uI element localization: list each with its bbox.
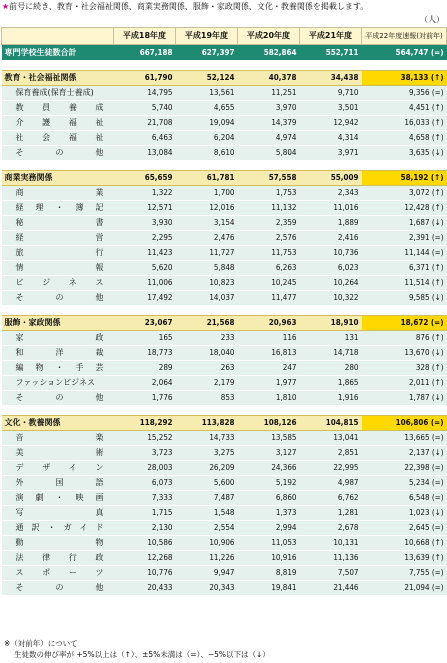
row-value: 2,645 (=) [362,521,447,536]
footnote [4,638,270,660]
row-value: 7,487 [176,491,238,506]
row-label: 経営 [2,231,114,246]
row-value: 11,727 [176,246,238,261]
row-value: 14,718 [300,346,362,361]
row-value: 1,373 [238,506,300,521]
row-value: 20,433 [114,581,176,596]
intro-note [2,2,368,12]
row-value: 1,810 [238,391,300,406]
row-value: 876 (↑) [362,331,447,346]
row-value: 3,154 [176,216,238,231]
row-value: 328 (↑) [362,361,447,376]
row-label: 経理・簿記 [2,201,114,216]
row-value: 16,813 [238,346,300,361]
category-value: 108,126 [238,416,300,431]
row-label: 旅行 [2,246,114,261]
row-value: 20,343 [176,581,238,596]
row-value: 2,011 (↑) [362,376,447,391]
row-value: 28,003 [114,461,176,476]
header-year: 平成21年度 [300,28,362,45]
row-value: 2,678 [300,521,362,536]
row-value: 12,268 [114,551,176,566]
row-value: 1,322 [114,186,176,201]
row-label: 動物 [2,536,114,551]
row-value: 4,987 [300,476,362,491]
row-value: 10,131 [300,536,362,551]
row-value: 10,322 [300,291,362,306]
row-value: 3,501 [300,101,362,116]
row-value: 12,016 [176,201,238,216]
row-value: 8,819 [238,566,300,581]
row-value: 131 [300,331,362,346]
row-value: 2,476 [176,231,238,246]
row-value: 9,585 (↓) [362,291,447,306]
header-year: 平成18年度 [114,28,176,45]
row-value: 1,889 [300,216,362,231]
row-label: 家政 [2,331,114,346]
row-label: 演劇・映画 [2,491,114,506]
row-value: 11,006 [114,276,176,291]
category-label: 教育・社会福祉関係 [2,71,114,86]
row-value: 14,037 [176,291,238,306]
row-value: 1,715 [114,506,176,521]
row-value: 9,356 (=) [362,86,447,101]
table-row [2,376,447,391]
row-label: その他 [2,146,114,161]
table-row [2,116,447,131]
row-value: 4,655 [176,101,238,116]
header-year: 平成20年度 [238,28,300,45]
row-value: 12,571 [114,201,176,216]
row-value: 5,848 [176,261,238,276]
row-value: 7,507 [300,566,362,581]
table-row [2,291,447,306]
row-value: 2,064 [114,376,176,391]
row-value: 15,252 [114,431,176,446]
row-value: 11,132 [238,201,300,216]
row-value: 3,971 [300,146,362,161]
row-value: 6,860 [238,491,300,506]
spacer-row [2,406,447,416]
category-row [2,416,447,431]
row-value: 4,314 [300,131,362,146]
row-value: 22,995 [300,461,362,476]
table-row [2,446,447,461]
row-value: 2,137 (↓) [362,446,447,461]
row-label: 写真 [2,506,114,521]
row-value: 10,245 [238,276,300,291]
spacer-row [2,161,447,171]
row-value: 11,226 [176,551,238,566]
row-label: 情報 [2,261,114,276]
row-label: 教員養成 [2,101,114,116]
row-value: 16,033 (↑) [362,116,447,131]
row-value: 6,463 [114,131,176,146]
row-label: その他 [2,581,114,596]
row-label: 和洋裁 [2,346,114,361]
category-value: 20,963 [238,316,300,331]
row-value: 2,130 [114,521,176,536]
row-label: その他 [2,291,114,306]
category-value: 58,192 (↑) [362,171,447,186]
intro-note-text: 前号に続き、教育・社会福祉関係、商業実務関係、服飾・家政関係、文化・教養関係を掲載します。 [9,2,369,11]
row-value: 3,930 [114,216,176,231]
table-row [2,231,447,246]
category-label: 服飾・家政関係 [2,316,114,331]
row-label: ファッションビジネス [2,376,114,391]
category-row [2,316,447,331]
row-value: 853 [176,391,238,406]
row-value: 11,251 [238,86,300,101]
row-value: 1,776 [114,391,176,406]
table-row [2,521,447,536]
row-label: 外国語 [2,476,114,491]
row-value: 5,620 [114,261,176,276]
table-row [2,581,447,596]
row-value: 165 [114,331,176,346]
row-value: 14,733 [176,431,238,446]
row-label: 商業 [2,186,114,201]
row-value: 22,398 (=) [362,461,447,476]
row-value: 11,053 [238,536,300,551]
table-row [2,186,447,201]
row-value: 1,548 [176,506,238,521]
row-label: スポーツ [2,566,114,581]
table-row [2,391,447,406]
total-value: 552,711 [300,45,362,61]
table-body [2,28,447,596]
total-value: 582,864 [238,45,300,61]
row-label: その他 [2,391,114,406]
row-value: 233 [176,331,238,346]
row-value: 10,586 [114,536,176,551]
row-value: 5,234 (=) [362,476,447,491]
row-value: 1,700 [176,186,238,201]
row-value: 289 [114,361,176,376]
row-value: 2,576 [238,231,300,246]
row-value: 2,359 [238,216,300,231]
category-label: 商業実務関係 [2,171,114,186]
row-value: 5,740 [114,101,176,116]
spacer-cell [2,306,447,316]
row-value: 19,094 [176,116,238,131]
row-value: 2,391 (=) [362,231,447,246]
row-label: 保育養成(保育士養成) [2,86,114,101]
table-row [2,261,447,276]
row-value: 10,906 [176,536,238,551]
row-value: 18,040 [176,346,238,361]
row-value: 280 [300,361,362,376]
table-row [2,331,447,346]
header-year: 平成19年度 [176,28,238,45]
category-value: 113,828 [176,416,238,431]
row-value: 1,687 (↓) [362,216,447,231]
row-value: 11,136 [300,551,362,566]
row-value: 21,446 [300,581,362,596]
table-row [2,506,447,521]
row-value: 4,451 (↑) [362,101,447,116]
row-value: 6,204 [176,131,238,146]
unit-label: （人） [420,15,444,24]
row-value: 11,144 (=) [362,246,447,261]
footnote-legend: 生徒数の伸び率が +5%以上は（↑）、±5%未満は（=）、−5%以下は（↓） [14,650,270,659]
row-value: 19,841 [238,581,300,596]
row-value: 4,974 [238,131,300,146]
category-value: 61,781 [176,171,238,186]
row-value: 2,295 [114,231,176,246]
row-value: 14,379 [238,116,300,131]
category-label: 文化・教養関係 [2,416,114,431]
row-value: 9,710 [300,86,362,101]
row-value: 17,492 [114,291,176,306]
row-value: 13,585 [238,431,300,446]
row-value: 2,179 [176,376,238,391]
row-value: 13,670 (↓) [362,346,447,361]
row-value: 13,041 [300,431,362,446]
category-value: 106,806 (=) [362,416,447,431]
spacer-cell [2,161,447,171]
row-value: 3,275 [176,446,238,461]
category-value: 57,558 [238,171,300,186]
row-value: 12,942 [300,116,362,131]
total-row [2,45,447,61]
row-value: 1,787 (↓) [362,391,447,406]
table-row [2,566,447,581]
row-value: 3,127 [238,446,300,461]
table-row [2,101,447,116]
row-value: 11,753 [238,246,300,261]
row-value: 21,094 (=) [362,581,447,596]
row-label: デザイン [2,461,114,476]
header-row [2,28,447,45]
row-value: 12,428 (↑) [362,201,447,216]
category-value: 55,009 [300,171,362,186]
row-value: 6,762 [300,491,362,506]
row-value: 9,947 [176,566,238,581]
category-value: 118,292 [114,416,176,431]
row-value: 13,639 (↑) [362,551,447,566]
row-value: 2,554 [176,521,238,536]
category-value: 65,659 [114,171,176,186]
row-value: 4,658 (↑) [362,131,447,146]
spacer-cell [2,406,447,416]
table-row [2,201,447,216]
category-value: 52,124 [176,71,238,86]
category-value: 18,672 (=) [362,316,447,331]
row-value: 247 [238,361,300,376]
total-value: 627,397 [176,45,238,61]
table-row [2,246,447,261]
spacer-row [2,306,447,316]
table-row [2,461,447,476]
row-value: 5,804 [238,146,300,161]
row-value: 6,023 [300,261,362,276]
row-value: 3,635 (↓) [362,146,447,161]
category-value: 21,568 [176,316,238,331]
row-value: 24,366 [238,461,300,476]
row-label: 秘書 [2,216,114,231]
row-value: 21,708 [114,116,176,131]
row-label: 社会福祉 [2,131,114,146]
row-value: 1,916 [300,391,362,406]
table-row [2,476,447,491]
row-value: 7,333 [114,491,176,506]
table-row [2,276,447,291]
table-row [2,536,447,551]
row-value: 10,776 [114,566,176,581]
row-value: 10,668 (↑) [362,536,447,551]
row-value: 5,600 [176,476,238,491]
category-value: 40,378 [238,71,300,86]
row-value: 10,264 [300,276,362,291]
table-row [2,86,447,101]
row-value: 6,371 (↑) [362,261,447,276]
row-value: 3,723 [114,446,176,461]
row-value: 13,084 [114,146,176,161]
table-row [2,216,447,231]
row-value: 14,795 [114,86,176,101]
category-value: 61,790 [114,71,176,86]
table-row [2,346,447,361]
category-row [2,171,447,186]
row-value: 2,416 [300,231,362,246]
table-row [2,431,447,446]
row-value: 1,023 (↓) [362,506,447,521]
total-value-latest: 564,747 (=) [362,45,447,61]
spacer-row [2,61,447,71]
row-label: 編物・手芸 [2,361,114,376]
row-value: 10,916 [238,551,300,566]
star-icon: ★ [2,2,10,11]
row-value: 11,016 [300,201,362,216]
row-label: ビジネス [2,276,114,291]
student-count-table [1,27,447,596]
row-value: 8,610 [176,146,238,161]
row-value: 6,073 [114,476,176,491]
row-value: 1,865 [300,376,362,391]
header-blank [2,28,114,45]
row-value: 13,665 (=) [362,431,447,446]
table-row [2,131,447,146]
row-label: 介護福祉 [2,116,114,131]
table-row [2,491,447,506]
category-value: 104,815 [300,416,362,431]
total-label: 専門学校生徒数合計 [2,45,114,61]
row-value: 11,423 [114,246,176,261]
row-value: 3,072 (↑) [362,186,447,201]
row-value: 7,755 (=) [362,566,447,581]
table-row [2,551,447,566]
category-value: 34,438 [300,71,362,86]
category-value: 38,133 (↑) [362,71,447,86]
row-value: 6,263 [238,261,300,276]
row-value: 1,281 [300,506,362,521]
category-row [2,71,447,86]
row-value: 26,209 [176,461,238,476]
row-value: 11,514 (↑) [362,276,447,291]
category-value: 18,910 [300,316,362,331]
total-value: 667,188 [114,45,176,61]
row-value: 116 [238,331,300,346]
row-value: 2,851 [300,446,362,461]
row-value: 13,561 [176,86,238,101]
table-row [2,146,447,161]
row-value: 3,970 [238,101,300,116]
category-value: 23,067 [114,316,176,331]
row-value: 2,994 [238,521,300,536]
row-value: 1,977 [238,376,300,391]
row-value: 10,823 [176,276,238,291]
row-label: 美術 [2,446,114,461]
row-value: 1,753 [238,186,300,201]
row-value: 10,736 [300,246,362,261]
row-value: 5,192 [238,476,300,491]
row-value: 6,548 (=) [362,491,447,506]
row-value: 2,343 [300,186,362,201]
row-value: 18,773 [114,346,176,361]
spacer-cell [2,61,447,71]
row-value: 11,477 [238,291,300,306]
footnote-title: ※（対前年）について [4,639,78,648]
table-row [2,361,447,376]
row-label: 音楽 [2,431,114,446]
row-label: 通訳・ガイド [2,521,114,536]
row-label: 法律行政 [2,551,114,566]
header-year-latest: 平成22年度速報(対前年) [362,28,447,45]
row-value: 263 [176,361,238,376]
